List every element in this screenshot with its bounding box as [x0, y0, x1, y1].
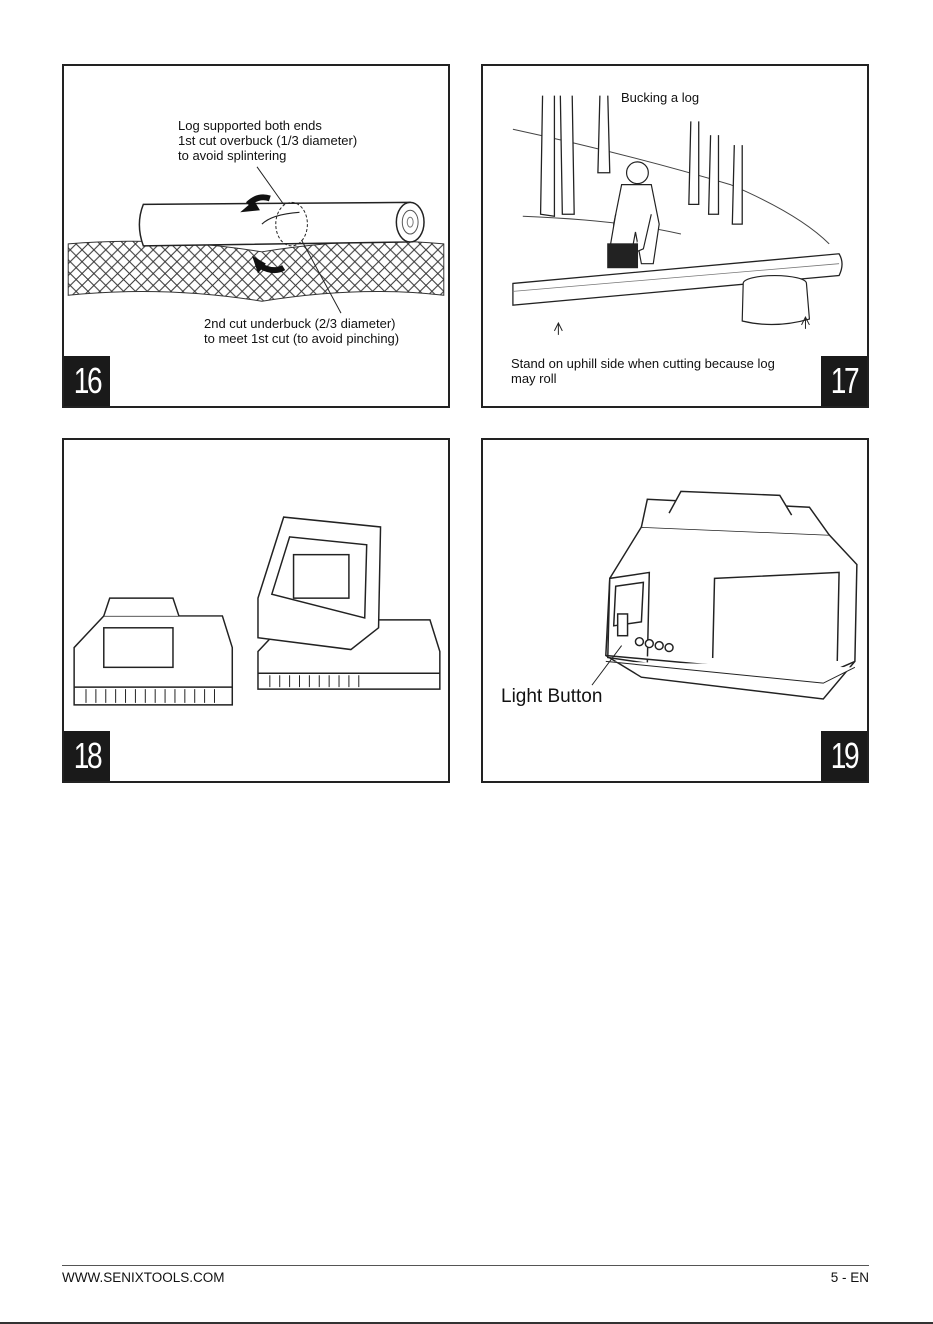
- figure-16-caption-bottom: [204, 316, 399, 346]
- figure-16-caption-top: [178, 118, 357, 163]
- caption-line: may roll: [511, 371, 557, 386]
- figure-number-badge: 16: [64, 356, 110, 406]
- figure-17-title: Bucking a log: [621, 90, 700, 105]
- caption-line: 2nd cut underbuck (2/3 diameter): [204, 316, 396, 331]
- forest-illustration: [483, 66, 867, 406]
- footer-page-number: 5 - EN: [830, 1270, 869, 1285]
- caption-line: to avoid splintering: [178, 148, 287, 163]
- figure-number-badge: 19: [821, 731, 867, 781]
- caption-line: 1st cut overbuck (1/3 diameter): [178, 133, 358, 148]
- figure-18-panel: [62, 438, 450, 783]
- caption-line: Log supported both ends: [178, 118, 322, 133]
- battery-illustration: [483, 440, 867, 781]
- light-button-label: Light Button: [501, 686, 603, 707]
- figure-19-panel: [481, 438, 869, 783]
- caption-line: to meet 1st cut (to avoid pinching): [204, 331, 400, 346]
- log-illustration: [64, 66, 448, 406]
- figure-number-badge: 17: [821, 356, 867, 406]
- footer-divider: [62, 1265, 869, 1266]
- charger-illustration: [64, 440, 448, 781]
- figure-17-caption: [511, 356, 775, 386]
- footer-website: WWW.SENIXTOOLS.COM: [62, 1270, 225, 1285]
- figure-17-panel: [481, 64, 869, 408]
- figure-number-badge: 18: [64, 731, 110, 781]
- figure-16-panel: [62, 64, 450, 408]
- caption-line: Stand on uphill side when cutting because log: [511, 356, 775, 371]
